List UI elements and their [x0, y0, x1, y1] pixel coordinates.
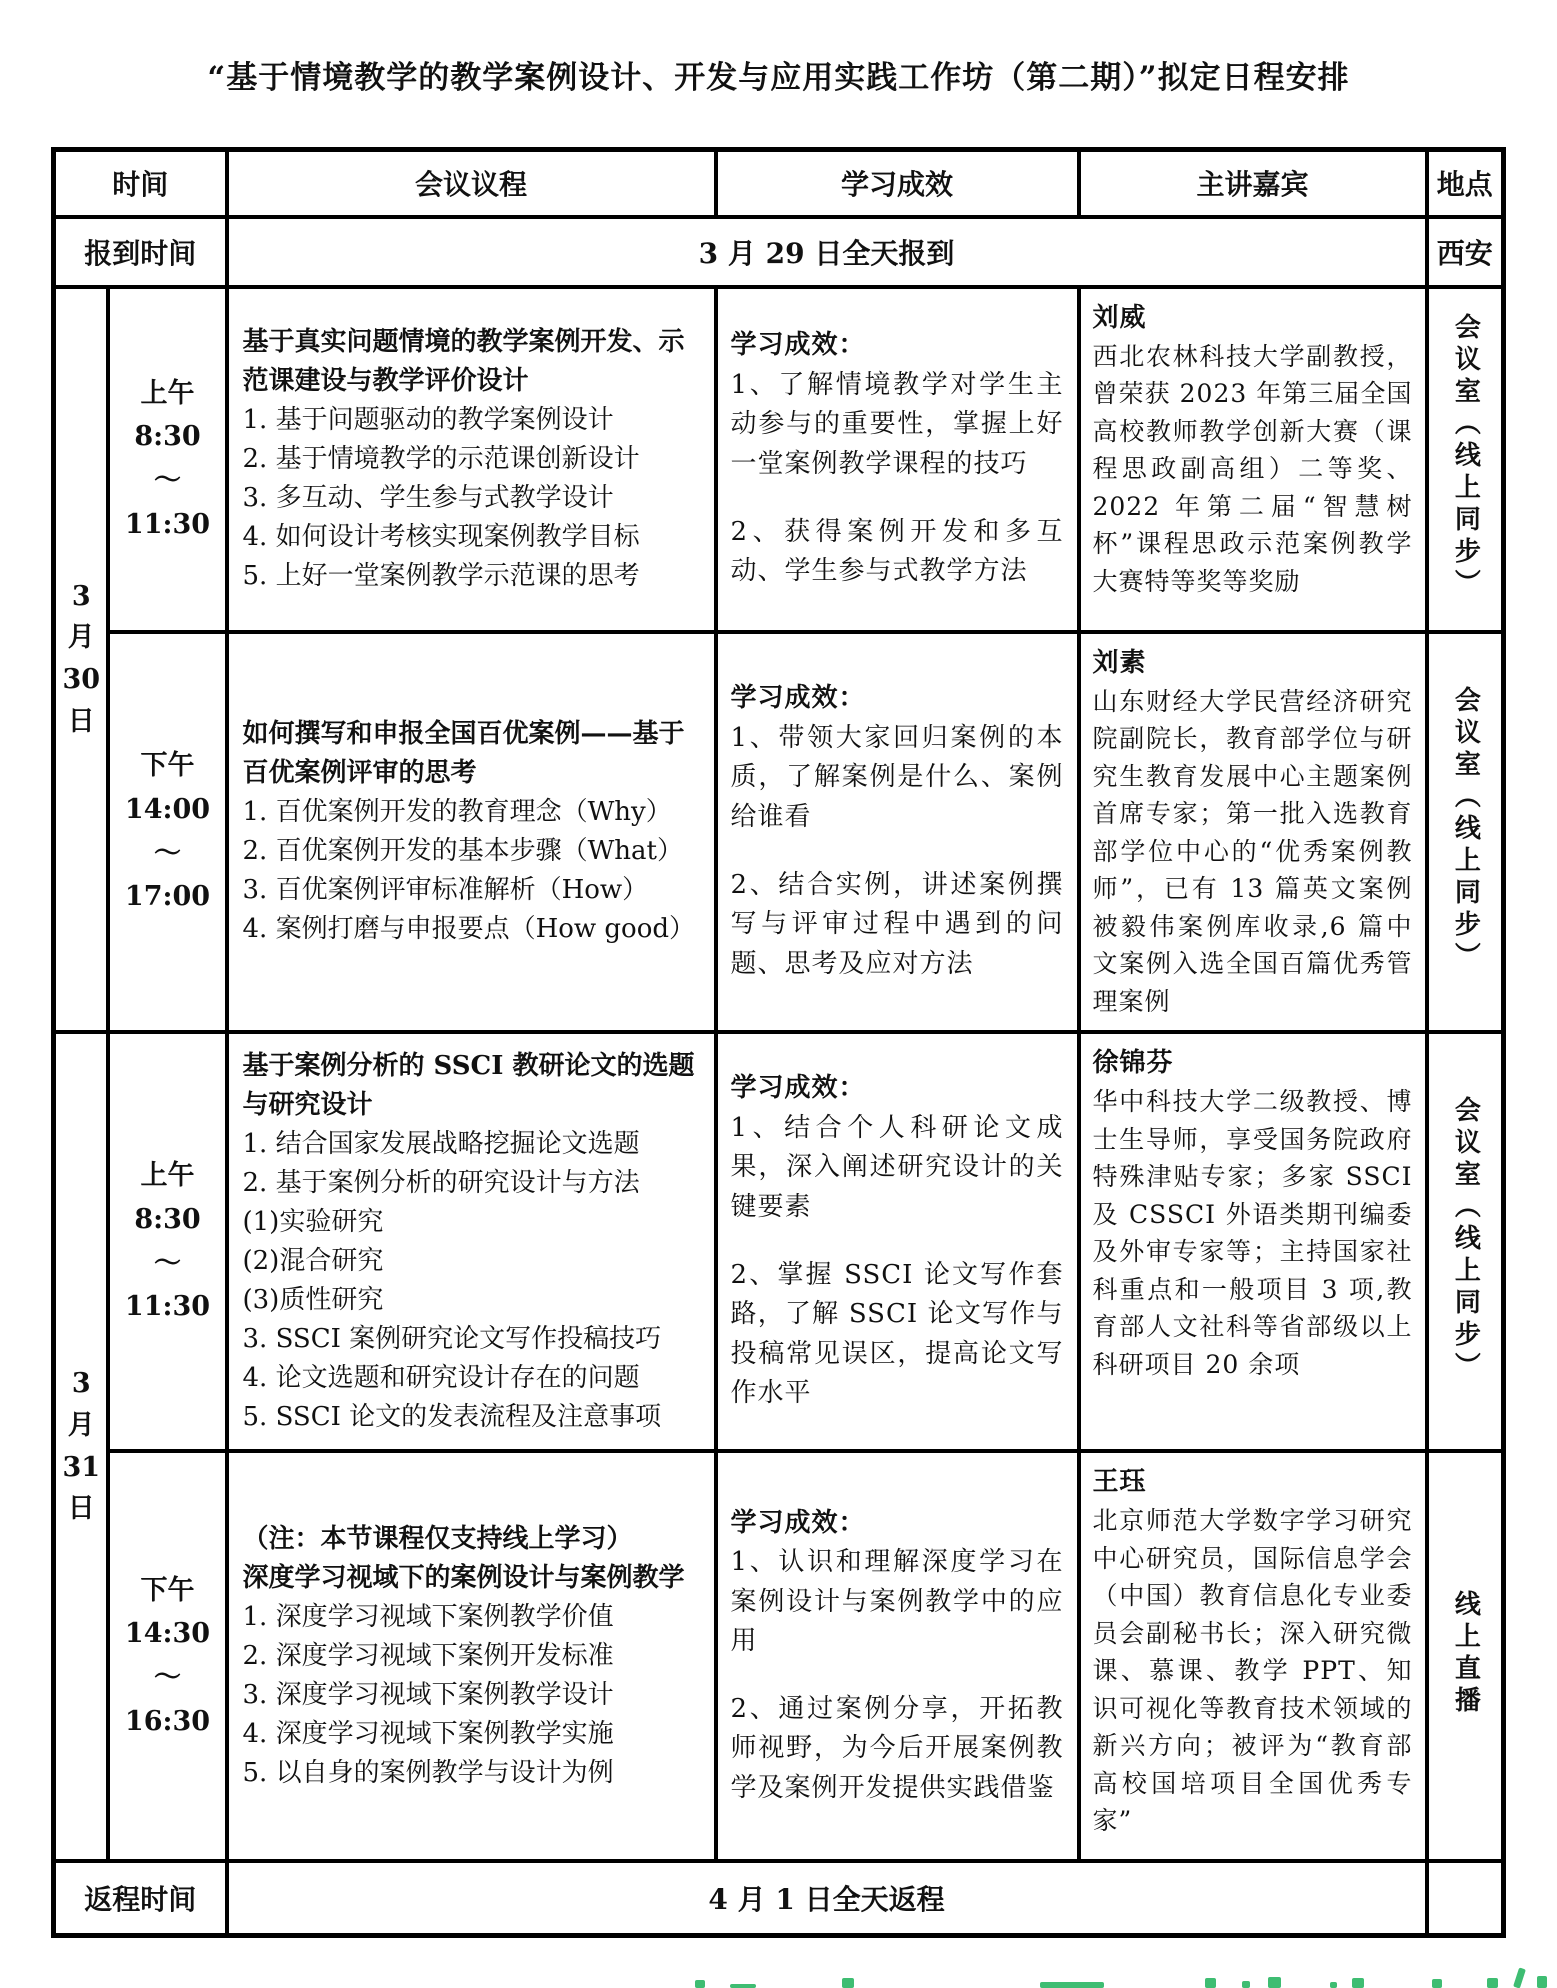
- time-line: 上午: [140, 1160, 195, 1192]
- location-text: 会议室（线上同步）: [1450, 1095, 1481, 1384]
- agenda-day1-pm: [227, 632, 716, 1033]
- date-line: 日: [67, 706, 95, 738]
- agenda-item: 4. 论文选题和研究设计存在的问题: [242, 1362, 640, 1393]
- session-row-day1-am: [53, 287, 1503, 632]
- agenda-day1-am: [227, 287, 716, 632]
- agenda-item: (1)实验研究: [242, 1206, 384, 1237]
- watermark-fragment: [1040, 1982, 1104, 1988]
- outcome-item: 2、掌握 SSCI 论文写作套路，了解 SSCI 论文写作与投稿常见误区，提高论文写作水平: [730, 1259, 1064, 1409]
- time-line: 下午: [140, 750, 195, 782]
- speaker-day2-am: [1079, 1032, 1427, 1451]
- date-line: 月: [67, 1409, 95, 1441]
- agenda-day2-am: [227, 1032, 716, 1451]
- agenda-item: 1. 百优案例开发的教育理念（Why）: [242, 796, 672, 827]
- agenda-item: 5. 以自身的案例教学与设计为例: [242, 1757, 614, 1788]
- time-line: 16:30: [124, 1705, 211, 1737]
- agenda-item: 3. 百优案例评审标准解析（How）: [242, 874, 649, 905]
- speaker-name: 刘威: [1092, 302, 1147, 333]
- page-title: “基于情境教学的教学案例设计、开发与应用实践工作坊（第二期）”拟定日程安排: [207, 60, 1350, 96]
- agenda-item: 2. 百优案例开发的基本步骤（What）: [242, 835, 683, 866]
- watermark-fragment: [1330, 1982, 1337, 1988]
- outcome-item: 2、获得案例开发和多互动、学生参与式教学方法: [730, 516, 1064, 587]
- agenda-item: 5. SSCI 论文的发表流程及注意事项: [242, 1401, 662, 1432]
- agenda-item: 4. 深度学习视域下案例教学实施: [242, 1718, 614, 1749]
- agenda-item: (2)混合研究: [242, 1245, 384, 1276]
- watermark-fragment: [1242, 1981, 1250, 1988]
- outcome-item: 1、认识和理解深度学习在案例设计与案例教学中的应用: [730, 1547, 1064, 1657]
- outcomes-label: 学习成效：: [730, 330, 866, 361]
- date-line: 3: [71, 1367, 91, 1399]
- session-row-day2-am: [53, 1032, 1503, 1451]
- session-row-day2-pm: [53, 1451, 1503, 1861]
- speaker-day1-am: [1079, 287, 1427, 632]
- outcomes-day2-pm: [716, 1451, 1079, 1861]
- agenda-title: 如何撰写和申报全国百优案例——基于百优案例评审的思考: [242, 718, 685, 788]
- speaker-name: 徐锦芬: [1092, 1048, 1174, 1078]
- time-line: 上午: [140, 377, 195, 409]
- return-value: 4 月 1 日全天返程: [227, 1861, 1427, 1935]
- return-location-empty: [1427, 1861, 1504, 1935]
- agenda-item: (3)质性研究: [242, 1284, 384, 1315]
- header-location: 地点: [1427, 150, 1504, 217]
- speaker-day2-pm: [1079, 1451, 1427, 1861]
- outcome-item: 2、结合实例，讲述案例撰写与评审过程中遇到的问题、思考及应对方法: [730, 869, 1064, 979]
- watermark-fragment: [1513, 1967, 1526, 1988]
- header-row: [53, 150, 1503, 217]
- speaker-name: 王珏: [1092, 1467, 1147, 1497]
- header-time: 时间: [53, 150, 226, 217]
- outcome-item: 1、结合个人科研论文成果，深入阐述研究设计的关键要素: [730, 1112, 1064, 1222]
- time-day1-am: [108, 287, 226, 632]
- location-day2-am: [1427, 1032, 1504, 1451]
- time-line: ～: [153, 837, 181, 869]
- watermark-fragment: [1537, 1976, 1547, 1988]
- time-line: 11:30: [124, 1291, 211, 1323]
- outcomes-label: 学习成效：: [730, 1507, 866, 1538]
- watermark-fragment: [1205, 1978, 1216, 1988]
- outcomes-label: 学习成效：: [730, 1073, 866, 1104]
- header-outcomes: 学习成效: [716, 150, 1079, 217]
- date-day1: [53, 287, 108, 1033]
- watermark-fragment: [1352, 1978, 1364, 1988]
- outcomes-day1-am: [716, 287, 1079, 632]
- time-line: 14:30: [124, 1618, 211, 1650]
- schedule-table: [51, 147, 1506, 1938]
- location-day1-am: [1427, 287, 1504, 632]
- return-row: [53, 1861, 1503, 1935]
- location-day1-pm: [1427, 632, 1504, 1033]
- speaker-bio: 山东财经大学民营经济研究院副院长，教育部学位与研究生教育发展中心主题案例首席专家；第一批入选教育部学位中心的“优秀案例教师”，已有 13 篇英文案例被毅伟案例库收录,6 篇中文案例入选全国百篇优秀管理案例: [1092, 686, 1413, 1016]
- date-line: 30: [62, 664, 101, 696]
- time-line: 14:00: [124, 794, 211, 826]
- return-label: 返程时间: [53, 1861, 226, 1935]
- agenda-item: 3. 多互动、学生参与式教学设计: [242, 482, 614, 513]
- time-line: ～: [153, 1247, 181, 1279]
- watermark-fragment: [730, 1984, 756, 1988]
- watermark: [0, 1962, 1557, 1988]
- outcomes-label: 学习成效：: [730, 683, 866, 714]
- location-text: 会议室（线上同步）: [1450, 685, 1481, 974]
- checkin-label: 报到时间: [53, 217, 226, 287]
- date-line: 日: [67, 1493, 95, 1525]
- speaker-bio: 华中科技大学二级教授、博士生导师，享受国务院政府特殊津贴专家；多家 SSCI 及 CSSCI 外语类期刊编委及外审专家等；主持国家社科重点和一般项目 3 项,教育部人文社科等省部级以上科研项目 20 余项: [1092, 1087, 1413, 1379]
- date-day2: [53, 1032, 108, 1861]
- agenda-item: 3. SSCI 案例研究论文写作投稿技巧: [242, 1323, 662, 1354]
- date-line: 月: [67, 622, 95, 654]
- date-line: 3: [71, 580, 91, 612]
- agenda-day2-pm: [227, 1451, 716, 1861]
- speaker-day1-pm: [1079, 632, 1427, 1033]
- time-line: 17:00: [124, 881, 211, 913]
- agenda-item: 4. 案例打磨与申报要点（How good）: [242, 913, 696, 944]
- checkin-value: 3 月 29 日全天报到: [227, 217, 1427, 287]
- location-text: 线上直播: [1450, 1590, 1481, 1718]
- agenda-item: 1. 结合国家发展战略挖掘论文选题: [242, 1128, 640, 1159]
- time-day2-pm: [108, 1451, 226, 1861]
- agenda-item: 2. 基于情境教学的示范课创新设计: [242, 443, 640, 474]
- agenda-item: 4. 如何设计考核实现案例教学目标: [242, 521, 640, 552]
- location-text: 会议室（线上同步）: [1450, 313, 1481, 601]
- outcomes-day1-pm: [716, 632, 1079, 1033]
- header-speaker: 主讲嘉宾: [1079, 150, 1427, 217]
- agenda-item: 1. 基于问题驱动的教学案例设计: [242, 404, 614, 435]
- date-line: 31: [62, 1451, 101, 1483]
- agenda-item: 2. 基于案例分析的研究设计与方法: [242, 1167, 640, 1198]
- agenda-item: 2. 深度学习视域下案例开发标准: [242, 1640, 614, 1671]
- checkin-row: [53, 217, 1503, 287]
- agenda-title: 基于真实问题情境的教学案例开发、示范课建设与教学评价设计: [242, 326, 685, 396]
- checkin-location: 西安: [1427, 217, 1504, 287]
- time-line: 8:30: [134, 421, 201, 453]
- time-line: ～: [153, 1662, 181, 1693]
- outcome-item: 1、了解情境教学对学生主动参与的重要性，掌握上好一堂案例教学课程的技巧: [730, 369, 1064, 479]
- watermark-fragment: [1487, 1978, 1498, 1988]
- speaker-bio: 西北农林科技大学副教授，曾荣获 2023 年第三届全国高校教师教学创新大赛（课程思政副高组）二等奖、2022 年第二届“智慧树杯”课程思政示范案例教学大赛特等奖等奖励: [1092, 341, 1413, 596]
- outcomes-day2-am: [716, 1032, 1079, 1451]
- agenda-item: 1. 深度学习视域下案例教学价值: [242, 1601, 614, 1632]
- header-agenda: 会议议程: [227, 150, 716, 217]
- agenda-item: 3. 深度学习视域下案例教学设计: [242, 1679, 614, 1710]
- time-line: 8:30: [134, 1203, 201, 1235]
- watermark-fragment: [695, 1980, 705, 1988]
- time-line: ～: [153, 465, 181, 496]
- time-line: 11:30: [124, 508, 211, 540]
- time-day2-am: [108, 1032, 226, 1451]
- speaker-bio: 北京师范大学数字学习研究中心研究员，国际信息学会（中国）教育信息化专业委员会副秘书长；深入研究微课、慕课、教学 PPT、知识可视化等教育技术领域的新兴方向；被评为“教育部高校国培项目全国优秀专家”: [1092, 1506, 1413, 1835]
- agenda-note: （注：本节课程仅支持线上学习）: [242, 1523, 633, 1554]
- agenda-item: 5. 上好一堂案例教学示范课的思考: [242, 560, 640, 591]
- outcome-item: 2、通过案例分享，开拓教师视野，为今后开展案例教学及案例开发提供实践借鉴: [730, 1693, 1064, 1803]
- session-row-day1-pm: [53, 632, 1503, 1033]
- time-day1-pm: [108, 632, 226, 1033]
- agenda-title: 基于案例分析的 SSCI 教研论文的选题与研究设计: [242, 1050, 695, 1120]
- speaker-name: 刘素: [1092, 647, 1147, 678]
- location-day2-pm: [1427, 1451, 1504, 1861]
- time-line: 下午: [140, 1574, 195, 1606]
- watermark-fragment: [1432, 1979, 1442, 1988]
- watermark-fragment: [1268, 1977, 1281, 1988]
- agenda-title: 深度学习视域下的案例设计与案例教学: [242, 1562, 685, 1593]
- outcome-item: 1、带领大家回归案例的本质，了解案例是什么、案例给谁看: [730, 722, 1064, 832]
- watermark-fragment: [842, 1978, 854, 1988]
